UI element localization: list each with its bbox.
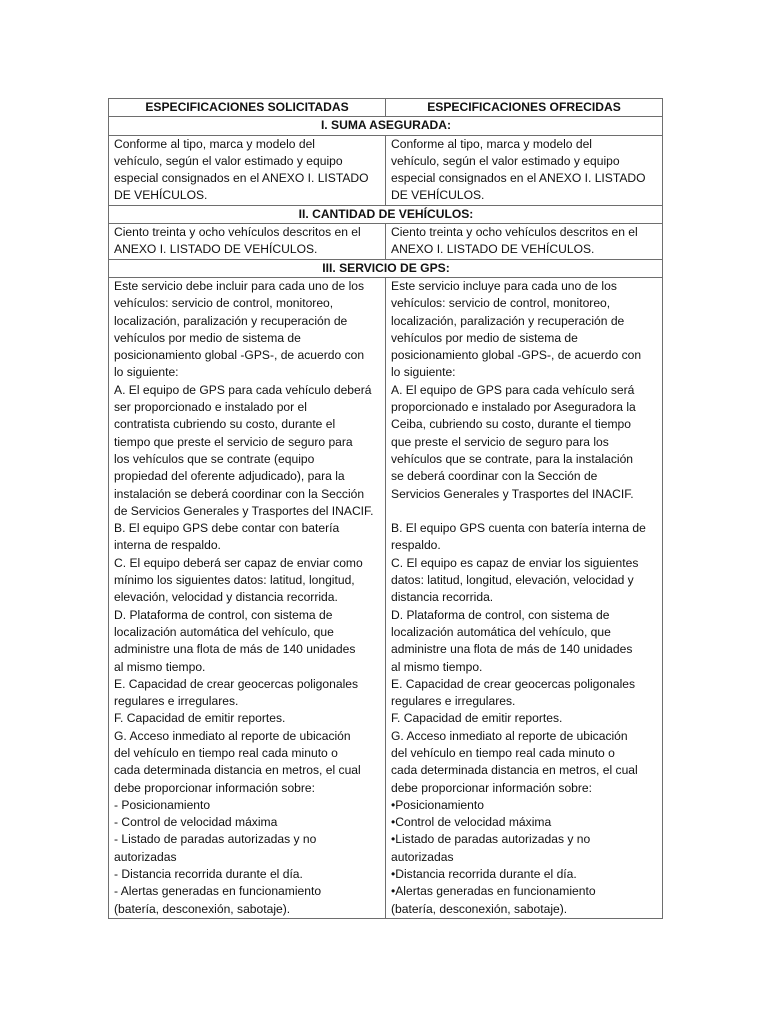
text-line: de Servicios Generales y Trasportes del INACIF. [114,503,374,518]
text-line: vehículo, según el valor estimado y equipo [391,153,620,168]
text-line: regulares e irregulares. [114,694,239,709]
offered-spec-cell [386,224,663,260]
section-content-row [109,277,663,918]
text-line: vehículo, según el valor estimado y equipo [114,153,343,168]
text-line: ANEXO I. LISTADO DE VEHÍCULOS. [114,242,318,257]
offered-spec-cell [386,135,663,205]
text-line: al mismo tiempo. [114,659,206,674]
section-title-row [109,205,663,223]
text-line: C. El equipo deberá ser capaz de enviar como [114,555,363,570]
text-line: C. El equipo es capaz de enviar los siguientes [391,555,639,570]
blank-line [391,503,658,520]
text-line: autorizadas [391,849,454,864]
text-line: Ciento treinta y ocho vehículos descritos en el [391,225,638,240]
text-line: (batería, desconexión, sabotaje). [114,901,291,916]
text-line: A. El equipo de GPS para cada vehículo deberá [114,382,372,397]
requested-spec-cell [109,277,386,918]
section-title: III. SERVICIO DE GPS: [109,259,663,277]
text-line: vehículos: servicio de control, monitoreo, [114,296,334,311]
text-line: del vehículo en tiempo real cada minuto o [391,745,615,760]
text-line: ser proporcionado e instalado por el [114,400,307,415]
text-line: G. Acceso inmediato al reporte de ubicación [114,728,351,743]
text-line: localización, paralización y recuperación de [391,313,625,328]
specifications-table [108,98,663,919]
text-line: regulares e irregulares. [391,694,516,709]
text-line: debe proporcionar información sobre: [391,780,593,795]
text-line: Este servicio debe incluir para cada uno de los [114,278,365,293]
text-line: mínimo los siguientes datos: latitud, longitud, [114,573,355,588]
text-line: elevación, velocidad y distancia recorrida. [114,590,338,605]
offered-spec-cell [386,277,663,918]
text-line: •Control de velocidad máxima [391,815,552,830]
text-line: - Control de velocidad máxima [114,815,278,830]
text-line: Este servicio incluye para cada uno de los [391,278,617,293]
text-line: tiempo que preste el servicio de seguro para [114,434,353,449]
text-line: especial consignados en el ANEXO I. LISTADO [391,171,646,186]
section-content-row [109,224,663,260]
text-line: vehículos: servicio de control, monitoreo, [391,296,611,311]
text-line: F. Capacidad de emitir reportes. [114,711,286,726]
text-line: Ceiba, cubriendo su costo, durante el tiempo [391,417,632,432]
text-line: los vehículos que se contrate (equipo [114,451,315,466]
text-line: del vehículo en tiempo real cada minuto o [114,745,338,760]
text-line: vehículos que se contrate, para la instalación [391,451,634,466]
text-line: E. Capacidad de crear geocercas poligonales [114,676,359,691]
text-line: que preste el servicio de seguro para los [391,434,609,449]
text-line: interna de respaldo. [114,538,221,553]
text-line: localización automática del vehículo, que [391,624,611,639]
text-line: debe proporcionar información sobre: [114,780,316,795]
text-line: D. Plataforma de control, con sistema de [391,607,610,622]
table-body [109,117,663,919]
text-line: lo siguiente: [391,365,456,380]
text-line: - Distancia recorrida durante el día. [114,867,303,882]
text-line: proporcionado e instalado por Aseguradora la [391,400,636,415]
text-line: G. Acceso inmediato al reporte de ubicación [391,728,628,743]
text-line: se deberá coordinar con la Sección de [391,469,598,484]
text-line: •Distancia recorrida durante el día. [391,867,577,882]
text-line: posicionamiento global -GPS-, de acuerdo con [114,348,365,363]
text-line: posicionamiento global -GPS-, de acuerdo con [391,348,642,363]
section-title: II. CANTIDAD DE VEHÍCULOS: [109,205,663,223]
text-line: A. El equipo de GPS para cada vehículo será [391,382,635,397]
text-line: contratista cubriendo su costo, durante el [114,417,336,432]
text-line: E. Capacidad de crear geocercas poligonales [391,676,636,691]
text-line: instalación se deberá coordinar con la Sección [114,486,365,501]
text-line: DE VEHÍCULOS. [114,188,208,203]
section-title-row [109,117,663,135]
requested-spec-cell [109,135,386,205]
text-line: autorizadas [114,849,177,864]
text-line: lo siguiente: [114,365,179,380]
text-line: Servicios Generales y Trasportes del INACIF. [391,486,634,501]
text-line: •Listado de paradas autorizadas y no [391,832,591,847]
text-line: B. El equipo GPS debe contar con batería [114,521,340,536]
text-line: •Alertas generadas en funcionamiento [391,884,596,899]
text-line: vehículos por medio de sistema de [114,330,301,345]
text-line: administre una flota de más de 140 unidades [114,642,356,657]
text-line: B. El equipo GPS cuenta con batería interna de [391,521,646,536]
text-line: F. Capacidad de emitir reportes. [391,711,563,726]
text-line: D. Plataforma de control, con sistema de [114,607,333,622]
section-title: I. SUMA ASEGURADA: [109,117,663,135]
section-content-row [109,135,663,205]
text-line: respaldo. [391,538,441,553]
section-title-row [109,259,663,277]
text-line: DE VEHÍCULOS. [391,188,485,203]
text-line: propiedad del oferente adjudicado), para la [114,469,345,484]
header-requested: ESPECIFICACIONES SOLICITADAS [109,99,386,117]
text-line: (batería, desconexión, sabotaje). [391,901,568,916]
text-line: Ciento treinta y ocho vehículos descritos en el [114,225,361,240]
text-line: datos: latitud, longitud, elevación, velocidad y [391,573,634,588]
text-line: administre una flota de más de 140 unidades [391,642,633,657]
text-line: - Alertas generadas en funcionamiento [114,884,322,899]
header-offered: ESPECIFICACIONES OFRECIDAS [386,99,663,117]
text-line: distancia recorrida. [391,590,494,605]
text-line: vehículos por medio de sistema de [391,330,578,345]
table-header-row [109,99,663,117]
text-line: ANEXO I. LISTADO DE VEHÍCULOS. [391,242,595,257]
text-line: especial consignados en el ANEXO I. LISTADO [114,171,369,186]
text-line: - Listado de paradas autorizadas y no [114,832,317,847]
requested-spec-cell [109,224,386,260]
text-line: Conforme al tipo, marca y modelo del [114,136,315,151]
text-line: •Posicionamiento [391,797,484,812]
text-line: cada determinada distancia en metros, el cual [114,763,361,778]
text-line: Conforme al tipo, marca y modelo del [391,136,592,151]
text-line: al mismo tiempo. [391,659,483,674]
text-line: - Posicionamiento [114,797,211,812]
text-line: localización automática del vehículo, que [114,624,334,639]
text-line: cada determinada distancia en metros, el cual [391,763,638,778]
text-line: localización, paralización y recuperación de [114,313,348,328]
